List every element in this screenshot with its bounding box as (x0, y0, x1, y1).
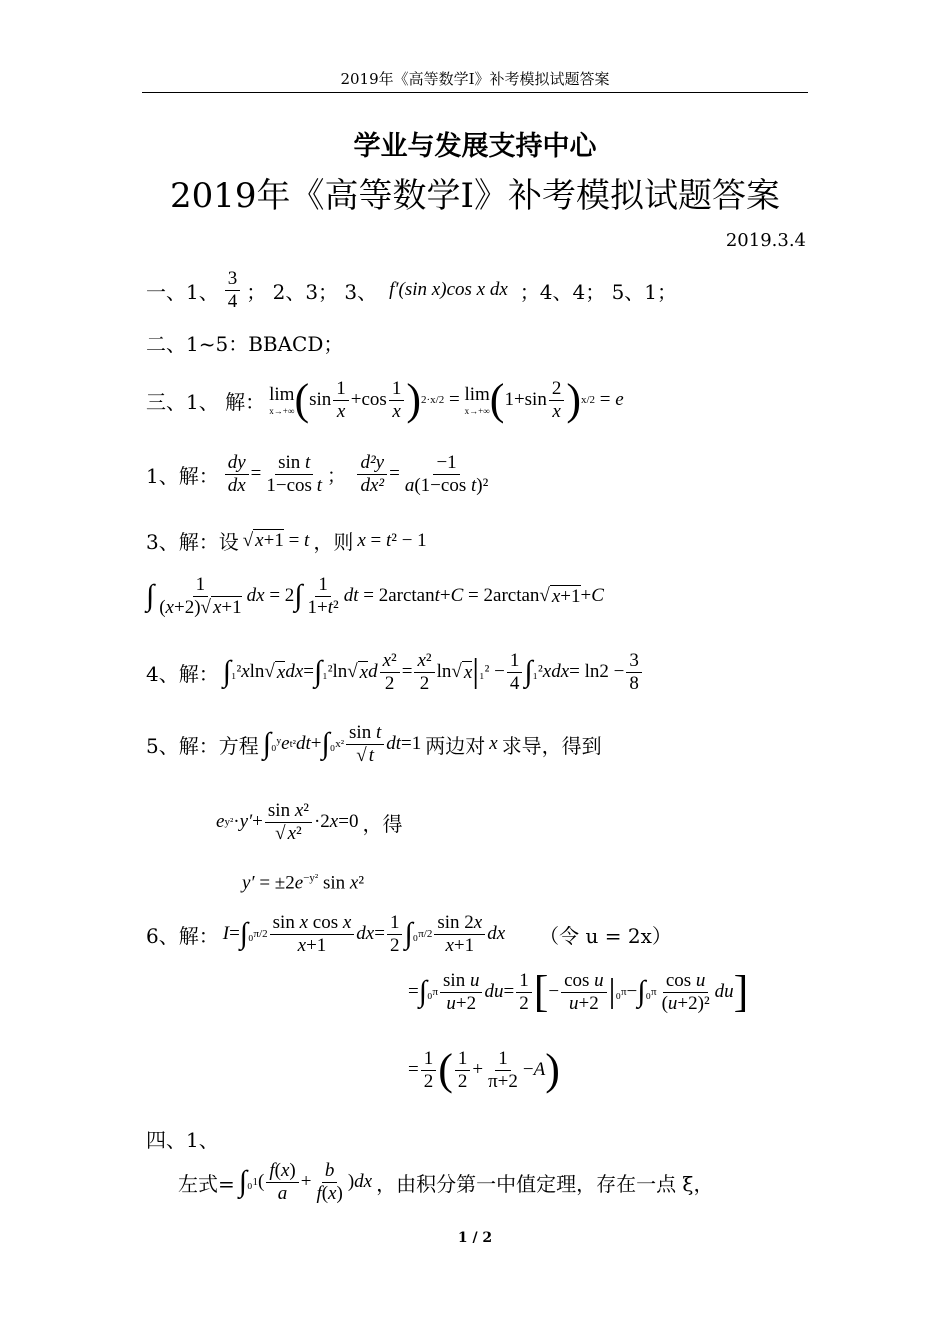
q6-formula-3: = $\frac{1}{2}$ ( $\frac{1}{2}$ + $\frac{1}{\pi+2}$ − A ) (408, 1045, 560, 1095)
answer-s3-q3: 3、解：设 √ x+1 = t ，则 x = t² − 1 (146, 529, 427, 554)
answer-3-expression: f′(sin x)cos x dx (389, 279, 508, 301)
answer-s3-q1: 三、1、 解： lim x→+∞ ( sin $\frac{1}{x}$ +cos $\frac{1}{x}$ ) 2·x/2 = lim x→+∞ ( 1+sin $\frac{2}{x}$ ) x/2 = e (146, 375, 624, 425)
q6-formula-2: = ∫ ₀ π $\frac{\text{sin u}}{u+2}$ du = $\frac{1}{2}$ [ − $\frac{\text{cos u}}{u+2}$ | ₀ π − ∫ ₀ π $\frac{\text{cos u}}{\text{(u+2)²}}$ du ] (408, 967, 749, 1017)
answer-section-1 (146, 268, 677, 313)
integral-formula: ∫ $\frac{1}{(x+2)√ x+1}$ dx = 2 ∫ $\frac{1}{\text{1+t²}}$ dt = 2arctan t + C = 2arctan√ x+1 + C (146, 574, 604, 618)
answer-s3-q3-integral (146, 574, 604, 619)
document-date: 2019.3.4 (725, 230, 806, 251)
derivative-formula: $\frac{dy}{dx}$ = $\frac{\text{sin t}}{\text{1−cos t}}$ ； $\frac{\text{d²y}}{\text{dx²}}$ = $\frac{-1}{\text{a(1−cos t)²}}$ (223, 452, 494, 497)
answer-1-fraction: $\frac{3}{4}$ (225, 268, 241, 313)
document-title: 2019年《高等数学I》补考模拟试题答案 (170, 176, 780, 216)
equation-formula: ∫ ₀ʸ e t² dt + ∫ ₀ x² $\frac{\text{sin t}}{√ t}$ dt =1 (262, 722, 422, 766)
limit-formula: lim x→+∞ ( sin $\frac{1}{x}$ +cos $\frac{1}{x}$ ) 2·x/2 = lim x→+∞ ( 1+sin $\frac{2}{x}$ ) x/2 = e (269, 375, 624, 425)
q6-formula-1: I = ∫ ₀ π/2 $\frac{\text{sin x cos x}}{x+1}$ dx = $\frac{1}{2}$ ∫ ₀ π/2 $\frac{\sin 2x}{x+1}$ dx (222, 912, 506, 956)
answer-s3-q5-derivative: e y² · y′ + $\frac{\text{sin x²}}{\text{√ x²}}$ ·2 x =0 ，得 (216, 800, 403, 844)
definite-integral-formula: ∫ ₁² x ln√ x dx = ∫ ₁² ln√ x d $\frac{\text{x²}}{2}$ = $\frac{\text{x²}}{2}$ ln√ x | ₁² − $\frac{1}{4}$ ∫ ₁² xdx = ln2 − $\frac{3}{8}$ (223, 650, 644, 695)
answer-s3-q6: 6、解： I = ∫ ₀ π/2 $\frac{\text{sin x cos x}}{x+1}$ dx = $\frac{1}{2}$ ∫ ₀ π/2 $\frac{\sin 2x}{x+1}$ dx （令 u = 2x） (146, 912, 672, 956)
s4-formula: ∫ ₀ 1 ( $\frac{f(x)}{a}$ + $\frac{b}{f(x)}$ ) dx (238, 1160, 373, 1204)
section-1-answers-a: ； 2、3； 3、 (246, 279, 378, 304)
result-formula: $y' = \pm 2e^{-y^2}$ sin x² (242, 872, 365, 894)
answer-s4-text: 左式= ∫ ₀ 1 ( $\frac{f(x)}{a}$ + $\frac{b}{f(x)}$ ) dx ，由积分第一中值定理，存在一点 ξ， (178, 1160, 714, 1204)
substitution-formula: √ x+1 = t (242, 529, 310, 551)
section-1-answers-b: ；4、4； 5、1； (519, 279, 678, 304)
answer-s3-q6-step2 (408, 967, 749, 1017)
running-header: 2019年《高等数学I》补考模拟试题答案 (340, 70, 610, 88)
answer-s3-q5: 5、解：方程 ∫ ₀ʸ e t² dt + ∫ ₀ x² $\frac{\text{sin t}}{√ t}$ dt =1 两边对 x 求导，得到 (146, 722, 602, 766)
answer-s3-q2: 1、解： $\frac{dy}{dx}$ = $\frac{\text{sin t}}{\text{1−cos t}}$ ； $\frac{\text{d²y}}{\text{dx²}}$ = $\frac{-1}{\text{a(1−cos t)²}}$ (146, 452, 493, 497)
implicit-derivative-formula: e y² · y′ + $\frac{\text{sin x²}}{\text{√ x²}}$ ·2 x =0 (216, 800, 359, 844)
answer-section-2: 二、1~5：BBACD； (146, 332, 344, 356)
header-rule (142, 92, 808, 93)
answer-s3-q6-step3 (408, 1045, 560, 1095)
answer-s3-q5-result (242, 872, 364, 894)
organization-title: 学业与发展支持中心 (353, 131, 597, 162)
substitution-result: x = t² − 1 (357, 529, 427, 551)
answer-s3-q4: 4、解： ∫ ₁² x ln√ x dx = ∫ ₁² ln√ x d $\frac{\text{x²}}{2}$ = $\frac{\text{x²}}{2}$ ln√ x | ₁² − $\frac{1}{4}$ ∫ ₁² xdx = ln2 − $\frac{3}{8}$ (146, 650, 644, 695)
section-1-label: 一、1、 (146, 279, 219, 304)
page-number: 1 / 2 (457, 1230, 493, 1246)
answer-section-4: 四、1、 (146, 1128, 219, 1152)
